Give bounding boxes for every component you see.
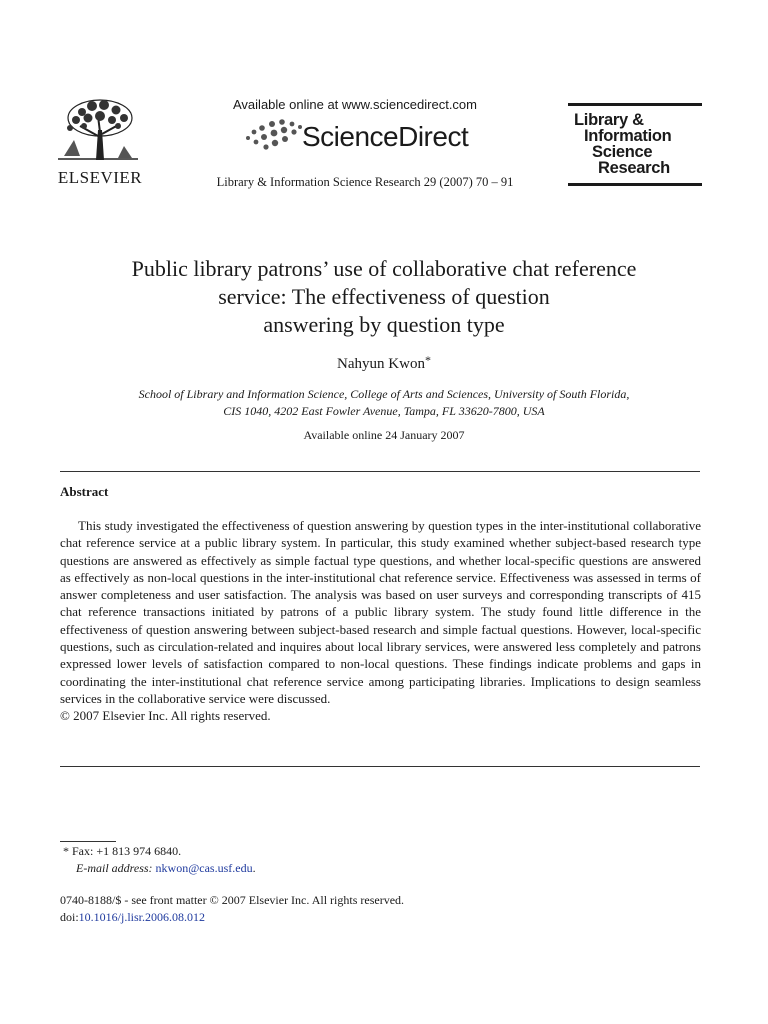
elsevier-wordmark: ELSEVIER (57, 168, 143, 187)
doi-label: doi: (60, 910, 79, 924)
fax-number: Fax: +1 813 974 6840. (72, 844, 182, 858)
affiliation-line: CIS 1040, 4202 East Fowler Avenue, Tampa, FL 33620-7800, USA (223, 404, 545, 418)
email-end: . (252, 861, 256, 875)
abstract-text: This study investigated the effectiveness of question answering by question types in the inter-institutional collaborative chat reference service at a public library system. In particular, this study examined whether subject-based research type questions are answered as effectively as simple factual type questions, and whether local-specific questions are answered as effectively as non-local questions in the inter-institutional chat reference service. Effectiveness was assessed in terms of answer completeness and user satisfaction. The analysis was based on user surveys and corresponding transcripts of 415 chat reference transactions initiated by patrons of a public library system. The study found little difference in the effectiveness of question answering between subject-based research and simple factual questions. However, local-specific questions, such as circulation-related and inquires about local library services, were answered less completely and patrons expressed lower levels of satisfaction compared to non-local questions. These findings indicate problems and gaps in coordinating the inter-institutional chat reference service among participating libraries. Implications to design seamless services in the collaborative service were discussed. (60, 518, 701, 706)
footnote-rule (60, 841, 116, 842)
email-label: E-mail address: (76, 861, 153, 875)
abstract-heading: Abstract (60, 484, 109, 499)
doi-line (60, 909, 404, 926)
journal-logo-top-rule (568, 103, 702, 106)
divider (60, 766, 700, 767)
author-footnote-mark[interactable]: * (424, 353, 431, 367)
email-link[interactable]: nkwon@cas.usf.edu (155, 861, 253, 875)
available-online-date: Available online 24 January 2007 (303, 428, 465, 442)
author (200, 353, 568, 373)
article-title (40, 255, 728, 339)
available-online-url: Available online at www.sciencedirect.com (233, 97, 477, 112)
doi-link[interactable]: 10.1016/j.lisr.2006.08.012 (78, 910, 206, 924)
abstract-copyright: © 2007 Elsevier Inc. All rights reserved. (60, 708, 271, 724)
footnote-email (60, 860, 256, 877)
divider (60, 471, 700, 472)
author-footnote (60, 843, 256, 877)
sciencedirect-dots-icon (244, 118, 304, 154)
footnote-mark: * (63, 844, 69, 858)
elsevier-tree-icon (58, 96, 138, 160)
article-title-line: service: The effectiveness of question (218, 284, 550, 309)
abstract-body (60, 517, 701, 725)
journal-logo-line: Library & (574, 111, 644, 129)
journal-logo-line: Research (598, 159, 670, 177)
author-name: Nahyun Kwon (337, 356, 425, 372)
journal-citation: Library & Information Science Research 29 (2007) 70 – 91 (216, 175, 514, 189)
affiliation-line: School of Library and Information Science, College of Arts and Sciences, University of South Florida, (138, 387, 630, 401)
article-title-line: Public library patrons’ use of collaborative chat reference (131, 256, 637, 281)
author-affiliation (60, 386, 708, 420)
journal-logo-bottom-rule (568, 183, 702, 186)
article-title-line: answering by question type (263, 312, 505, 337)
journal-logo-line: Science (592, 143, 653, 161)
footnote-fax (60, 843, 256, 860)
elsevier-logo (50, 96, 150, 188)
journal-logo-line: Information (584, 127, 672, 145)
issn-line: 0740-8188/$ - see front matter © 2007 Elsevier Inc. All rights reserved. (60, 893, 405, 907)
journal-logo (568, 103, 702, 188)
front-matter (60, 892, 404, 926)
sciencedirect-wordmark: ScienceDirect (302, 121, 469, 152)
